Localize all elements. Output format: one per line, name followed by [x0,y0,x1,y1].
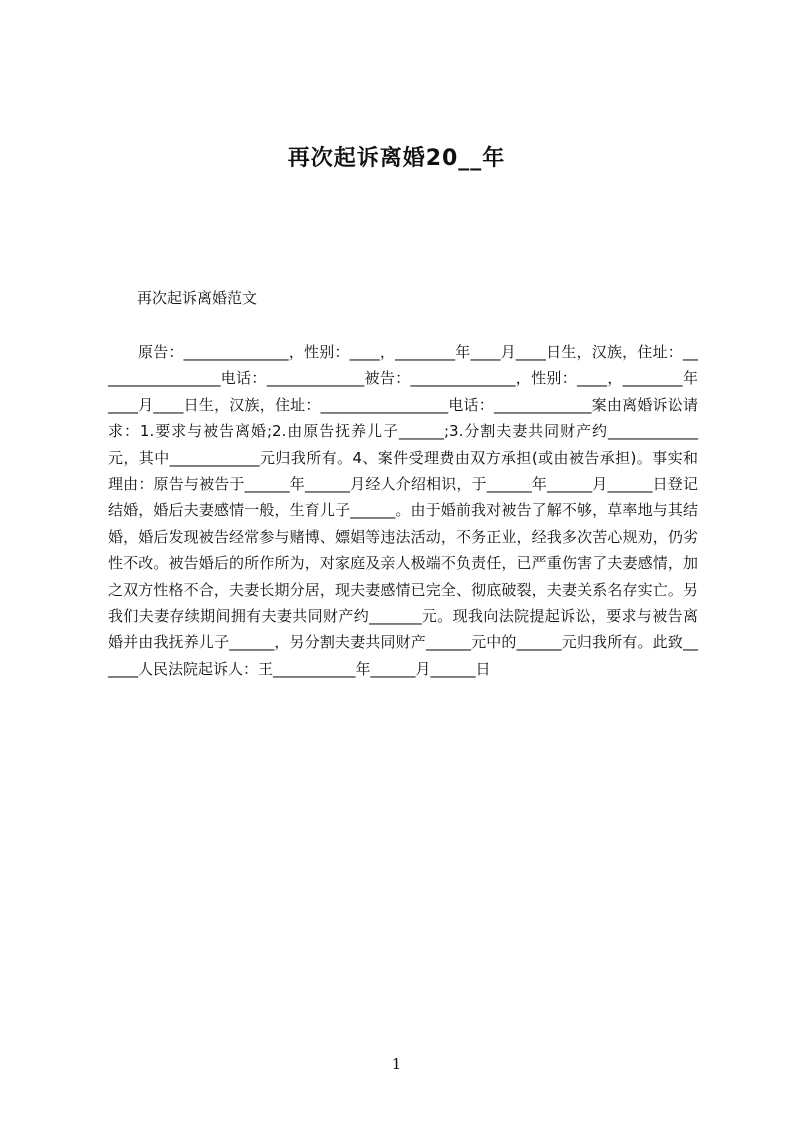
document-subheading: 再次起诉离婚范文 [137,289,258,307]
page-number: 1 [391,1055,402,1073]
document-body: 原告：______________，性别：____，________年____月____日生，汉族，住址：_________________电话：_____________被告：______________，性别：____，________年____月____日生，汉族，住址：_________________电话：_____________案由离婚诉讼请求：1.要求与被告离婚;2.由原告抚养儿子______;3.分割夫妻共同财产约____________元，其中____________元归我所有。4、案件受理费由双方承担(或由被告承担)。事实和理由：原告与被告于______年______月经人介绍相识，于______年______月______日登记结婚，婚后夫妻感情一般，生育儿子______。由于婚前我对被告了解不够，草率地与其结婚，婚后发现被告经常参与赌博、嫖娼等违法活动，不务正业，经我多次苦心规劝，仍劣性不改。被告婚后的所作所为，对家庭及亲人极端不负责任，已严重伤害了夫妻感情，加之双方性格不合，夫妻长期分居，现夫妻感情已完全、彻底破裂，夫妻关系名存实亡。另我们夫妻存续期间拥有夫妻共同财产约_______元。现我向法院提起诉讼，要求与被告离婚并由我抚养儿子______，另分割夫妻共同财产______元中的______元归我所有。此致______人民法院起诉人：王___________年______月______日 [108,343,698,678]
page-title: 再次起诉离婚20__年 [287,146,506,171]
